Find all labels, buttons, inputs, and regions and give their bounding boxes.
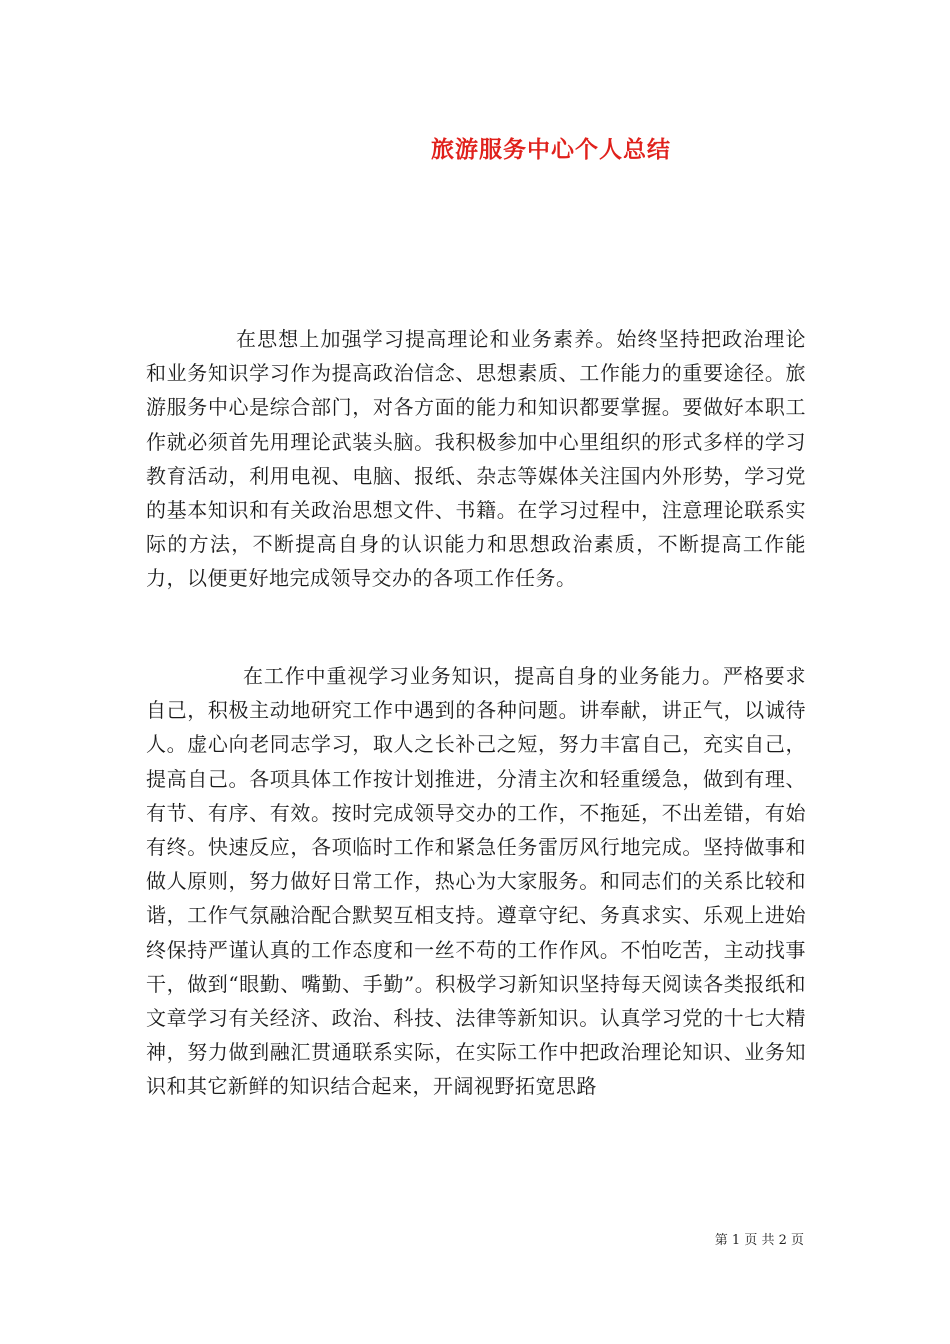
page-title: 旅游服务中心个人总结 [431,136,671,163]
page-number-footer: 第 1 页 共 2 页 [714,1233,804,1248]
body-paragraph-2: 在工作中重视学习业务知识，提高自身的业务能力。严格要求自己，积极主动地研究工作中遇到的各种问题。讲奉献，讲正气，以诚待人。虚心向老同志学习，取人之长补己之短，努力丰富自己，充实自己，提高自己。各项具体工作按计划推进，分清主次和轻重缓急，做到有理、有节、有序、有效。按时完成领导交办的工作，不拖延，不出差错，有始有终。快速反应，各项临时工作和紧急任务雷厉风行地完成。坚持做事和做人原则，努力做好日常工作，热心为大家服务。和同志们的关系比较和谐，工作气氛融洽配合默契互相支持。遵章守纪、务真求实、乐观上进始终保持严谨认真的工作态度和一丝不苟的工作作风。不怕吃苦，主动找事干，做到“眼勤、嘴勤、手勤”。积极学习新知识坚持每天阅读各类报纸和文章学习有关经济、政治、科技、法律等新知识。认真学习党的十七大精神，努力做到融汇贯通联系实际，在实际工作中把政治理论知识、业务知识和其它新鲜的知识结合起来，开阔视野拓宽思路 [146,664,806,1099]
body-paragraph-1: 在思想上加强学习提高理论和业务素养。始终坚持把政治理论和业务知识学习作为提高政治信念、思想素质、工作能力的重要途径。旅游服务中心是综合部门，对各方面的能力和知识都要掌握。要做好本职工作就必须首先用理论武装头脑。我积极参加中心里组织的形式多样的学习教育活动，利用电视、电脑、报纸、杂志等媒体关注国内外形势，学习党的基本知识和有关政治思想文件、书籍。在学习过程中，注意理论联系实际的方法，不断提高自身的认识能力和思想政治素质，不断提高工作能力，以便更好地完成领导交办的各项工作任务。 [146,327,806,591]
